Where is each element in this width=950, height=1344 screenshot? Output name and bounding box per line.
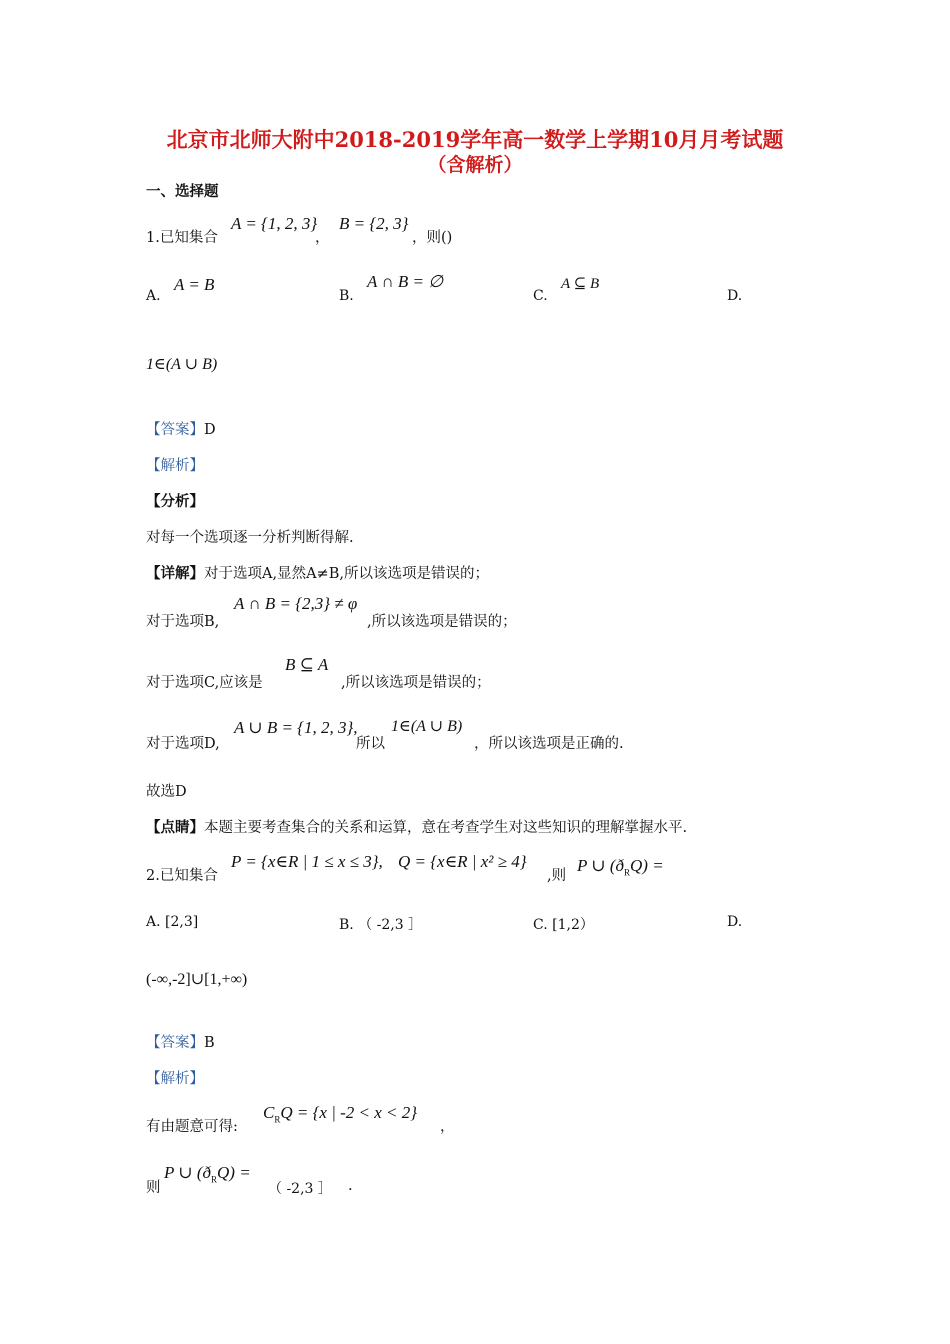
q1-detail-c-prefix: 对于选项C,应该是	[146, 675, 263, 691]
q1-option-d-letter: D.	[727, 288, 743, 304]
q1-prefix: 1.已知集合	[146, 230, 218, 246]
q1-analysis-tag: 【解析】	[146, 458, 204, 474]
q1-choose: 故选D	[146, 784, 187, 800]
q2-then-end: .	[348, 1178, 353, 1194]
q2-option-b-letter: B.	[339, 917, 354, 933]
q2-option-b-text: （ -2,3 ］	[358, 917, 423, 933]
q2-option-c-letter: C.	[533, 917, 548, 933]
q2-option-a-text: [2,3]	[165, 914, 199, 930]
q1-detail-d-math1: A ∪ B = {1, 2, 3},	[234, 718, 358, 737]
q1-detail-b-prefix: 对于选项B,	[146, 614, 220, 630]
q2-answer-tag: 【答案】	[146, 1035, 204, 1051]
q2-option-d-letter: D.	[727, 914, 743, 930]
q2-expression	[577, 856, 664, 877]
document-subtitle: （含解析）	[427, 154, 523, 176]
q1-dianjing-text: 本题主要考查集合的关系和运算，意在考查学生对这些知识的理解掌握水平.	[204, 820, 688, 836]
q2-option-a-letter: A.	[146, 914, 161, 930]
q1-option-b-math: A ∩ B = ∅	[367, 272, 444, 291]
q2-derive-suffix: ，	[440, 1119, 455, 1135]
q2-then-result: （ -2,3 ］	[268, 1181, 332, 1197]
q1-dianjing-line	[146, 816, 687, 837]
q1-detail-tag: 【详解】	[146, 565, 204, 582]
q2-expr: P ∪ (ð	[577, 856, 624, 875]
q1-answer-line	[146, 418, 216, 439]
q2-set-q: Q = {x∈R | x² ≥ 4}	[398, 852, 527, 871]
q1-fenxi-text: 对每一个选项逐一分析判断得解.	[146, 530, 354, 546]
q1-option-a-math: A = B	[174, 275, 215, 294]
q1-detail-c-math: B ⊆ A	[285, 655, 329, 674]
q2-then-math: P ∪ (ð	[164, 1163, 211, 1182]
q1-detail-d-prefix: 对于选项D,	[146, 736, 220, 752]
q1-detail-a: 对于选项A,显然A≠B,所以该选项是错误的；	[204, 566, 489, 582]
q1-option-b-letter: B.	[339, 288, 354, 304]
q1-detail-c-suffix: ,所以该选项是错误的；	[341, 675, 491, 691]
q2-then-prefix: 则	[146, 1180, 161, 1196]
section-heading: 一、选择题	[146, 183, 219, 200]
q1-option-d-math: 1∈(A ∪ B)	[146, 356, 218, 373]
q2-answer-line	[146, 1031, 215, 1052]
q1-option-c-math: A ⊆ B	[561, 276, 600, 292]
q2-option-c-text: [1,2）	[552, 917, 594, 933]
q1-comma: ，	[315, 230, 330, 246]
q2-mid: ,则	[547, 868, 567, 884]
q2-option-d-math: (-∞,-2]∪[1,+∞)	[146, 971, 248, 988]
q1-set-a: A = {1, 2, 3}	[231, 214, 318, 233]
q1-option-a-letter: A.	[146, 288, 161, 304]
q2-derive-prefix: 有由题意可得:	[146, 1119, 238, 1135]
q2-expr-end: Q) =	[630, 856, 664, 875]
q1-dianjing-tag: 【点睛】	[146, 819, 204, 836]
q2-derive-sub: R	[274, 1114, 281, 1125]
q2-derive-expression	[263, 1103, 417, 1124]
document-title: 北京市北师大附中2018-2019学年高一数学上学期10月月考试题	[166, 127, 784, 152]
q2-option-c	[533, 914, 594, 934]
q1-answer-tag: 【答案】	[146, 422, 204, 438]
q1-detail-d-math2: 1∈(A ∪ B)	[391, 718, 463, 735]
q2-prefix: 2.已知集合	[146, 868, 218, 884]
q1-detail-b-math: A ∩ B = {2,3} ≠ φ	[234, 594, 358, 613]
q1-fenxi-tag: 【分析】	[146, 493, 204, 510]
q1-option-c-letter: C.	[533, 288, 548, 304]
q2-then-math2: Q) =	[217, 1163, 251, 1182]
q2-derive-math: C	[263, 1103, 275, 1122]
q1-set-b: B = {2, 3}	[339, 214, 409, 233]
q2-answer: B	[204, 1035, 215, 1051]
q1-detail-d-suffix: ，所以该选项是正确的.	[474, 736, 624, 752]
q2-option-a	[146, 914, 198, 930]
q2-then-sub: R	[210, 1174, 217, 1185]
q1-detail-b-suffix: ,所以该选项是错误的；	[367, 614, 517, 630]
q1-detail-a-line	[146, 562, 489, 583]
q2-derive-math2: Q = {x | -2 < x < 2}	[280, 1103, 418, 1122]
q1-detail-d-mid: 所以	[356, 736, 385, 752]
q2-expr-sub: R	[623, 867, 630, 878]
q1-suffix: ，则()	[412, 230, 453, 246]
q1-answer: D	[204, 422, 216, 438]
q2-then-expression	[164, 1163, 251, 1184]
q2-set-p: P = {x∈R | 1 ≤ x ≤ 3},	[231, 852, 383, 871]
q2-option-b	[339, 914, 422, 934]
q2-analysis-tag: 【解析】	[146, 1071, 204, 1087]
